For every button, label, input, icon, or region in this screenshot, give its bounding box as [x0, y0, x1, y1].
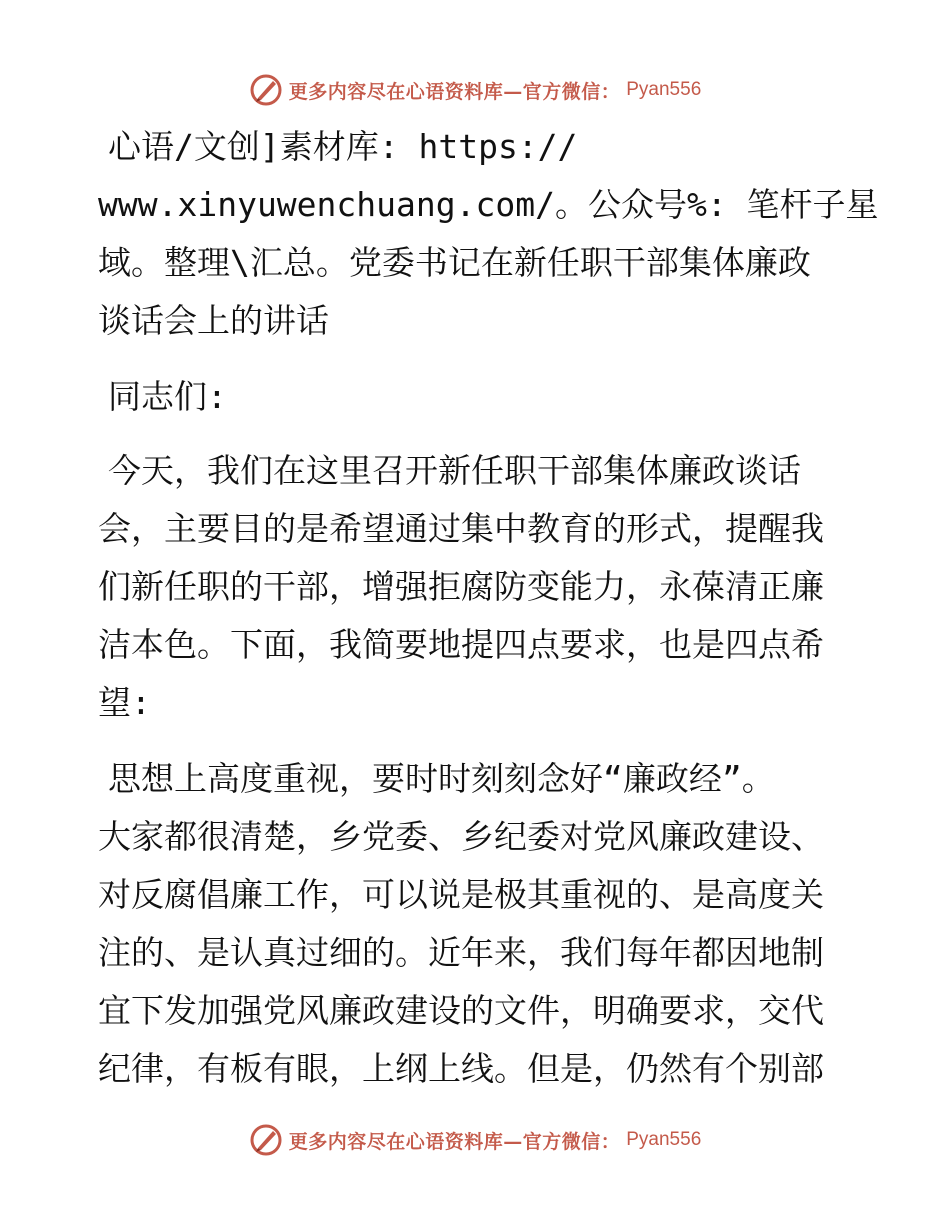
paragraph-line: 们新任职的干部，增强拒腐防变能力，永葆清正廉	[98, 567, 824, 606]
header-watermark-banner	[0, 70, 950, 110]
title-line: 域。整理\汇总。党委书记在新任职干部集体廉政	[98, 243, 811, 282]
paragraph-line: 对反腐倡廉工作，可以说是极其重视的、是高度关	[98, 875, 824, 914]
paragraph-line: 今天，我们在这里召开新任职干部集体廉政谈话	[108, 451, 801, 490]
paragraph-line: 思想上高度重视，要时时刻刻念好“廉政经”。	[108, 759, 775, 798]
salutation-text: 同志们:	[108, 377, 227, 416]
footer-banner-wechat-id: Pyan556	[626, 1129, 702, 1150]
header-banner-wechat-id: Pyan556	[626, 79, 702, 100]
paragraph-line: 会，主要目的是希望通过集中教育的形式，提醒我	[98, 509, 824, 548]
footer-banner-text: 更多内容尽在心语资料库—官方微信：	[288, 1130, 621, 1153]
title-line: 谈话会上的讲话	[98, 301, 329, 340]
header-banner-text: 更多内容尽在心语资料库—官方微信：	[288, 80, 621, 103]
paragraph-line: 注的、是认真过细的。近年来，我们每年都因地制	[98, 933, 824, 972]
salutation	[98, 368, 858, 426]
footer-watermark-banner	[0, 1120, 950, 1160]
paragraph-line: 望:	[98, 683, 151, 722]
paragraph-line: 纪律，有板有眼，上纲上线。但是，仍然有个别部	[98, 1049, 824, 1088]
paragraph-1	[98, 442, 858, 732]
paragraph-line: 宜下发加强党风廉政建设的文件，明确要求，交代	[98, 991, 824, 1030]
title-line: 心语/文创]素材库: https://	[108, 127, 578, 166]
paragraph-line: 大家都很清楚，乡党委、乡纪委对党风廉政建设、	[98, 817, 824, 856]
pen-logo-icon	[249, 1123, 283, 1157]
paragraph-2	[98, 750, 858, 1098]
paragraph-line: 洁本色。下面，我简要地提四点要求，也是四点希	[98, 625, 824, 664]
title-line: www.xinyuwenchuang.com/。公众号%: 笔杆子星	[98, 185, 879, 224]
pen-logo-icon	[249, 73, 283, 107]
document-title	[98, 118, 879, 350]
